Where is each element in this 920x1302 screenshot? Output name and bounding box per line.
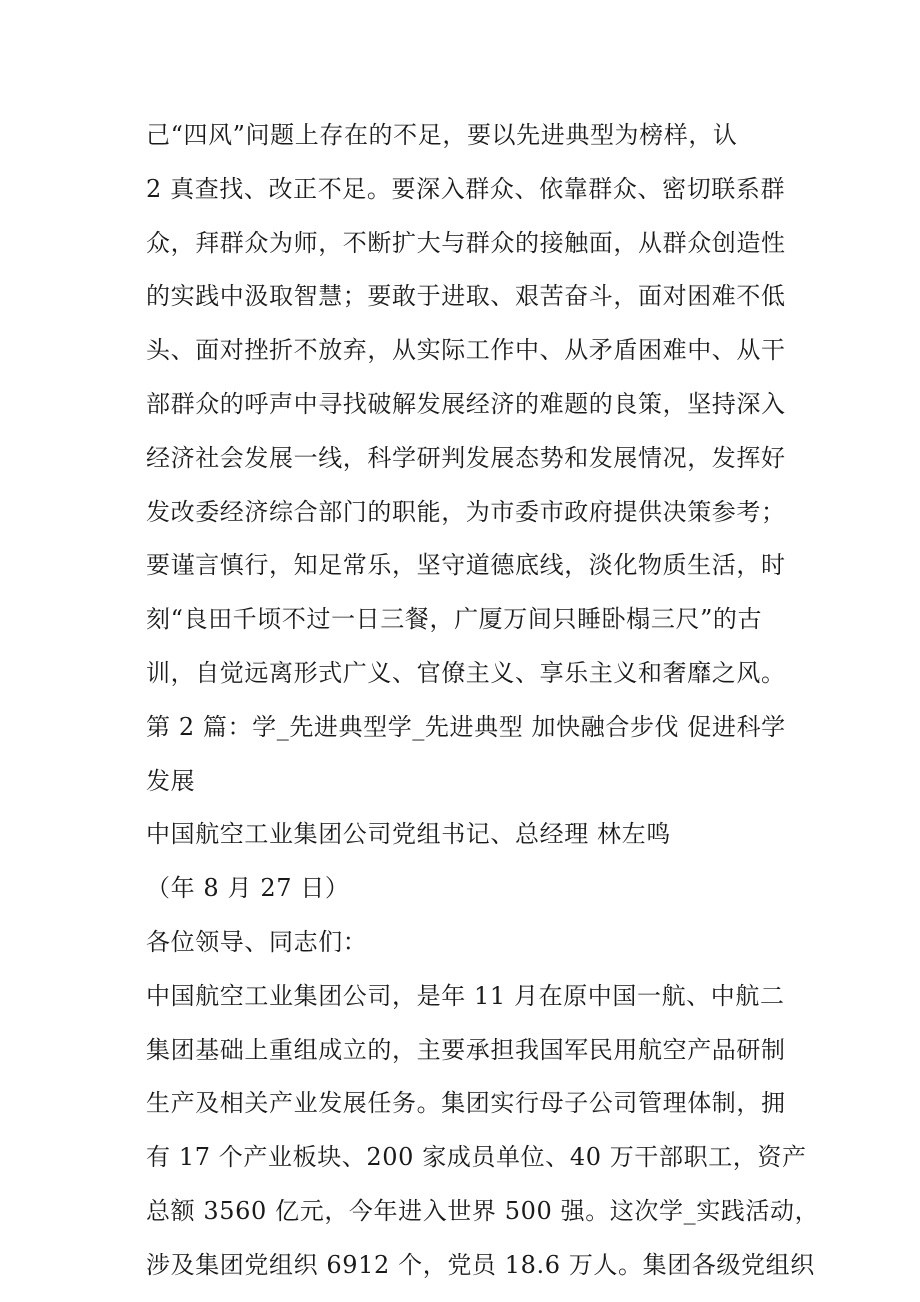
text-line: 众，拜群众为师，不断扩大与群众的接触面，从群众创造性 [146, 228, 786, 257]
text-line: 头、面对挫折不放弃，从实际工作中、从矛盾困难中、从干 [146, 336, 786, 365]
text-line: 己“四风”问题上存在的不足，要以先进典型为榜样，认 [146, 121, 738, 149]
text-line: 训，自觉远离形式广义、官僚主义、享乐主义和奢靡之风。 [146, 658, 786, 687]
text-line: 部群众的呼声中寻找破解发展经济的难题的良策，坚持深入 [146, 389, 786, 418]
text-line: 涉及集团党组织 6912 个，党员 18.6 万人。集团各级党组织 [146, 1250, 815, 1279]
text-line: 生产及相关产业发展任务。集团实行母子公司管理体制，拥 [146, 1089, 786, 1118]
document-body [146, 109, 820, 1293]
author-line: 中国航空工业集团公司党组书记、总经理 林左鸣 [146, 820, 671, 849]
text-line: 中国航空工业集团公司，是年 11 月在原中国一航、中航二 [146, 981, 785, 1010]
text-line: 的实践中汲取智慧；要敢于进取、艰苦奋斗，面对困难不低 [146, 282, 786, 311]
salutation-line: 各位领导、同志们： [146, 927, 368, 956]
section-heading-line: 发展 [146, 766, 196, 795]
text-line: 要谨言慎行，知足常乐，坚守道德底线，淡化物质生活，时 [146, 551, 786, 580]
text-line: 刻“良田千顷不过一日三餐，广厦万间只睡卧榻三尺”的古 [146, 605, 763, 634]
text-line: 总额 3560 亿元，今年进入世界 500 强。这次学_实践活动， [146, 1196, 820, 1225]
date-line: （年 8 月 27 日） [146, 874, 350, 903]
text-line: 经济社会发展一线，科学研判发展态势和发展情况，发挥好 [146, 443, 786, 472]
text-line: 发改委经济综合部门的职能，为市委市政府提供决策参考； [146, 497, 786, 526]
text-line: 集团基础上重组成立的，主要承担我国军民用航空产品研制 [146, 1035, 786, 1064]
text-line: 2 真查找、改正不足。要深入群众、依靠群众、密切联系群 [146, 174, 786, 203]
text-line: 有 17 个产业板块、200 家成员单位、40 万干部职工，资产 [146, 1143, 807, 1172]
section-heading-line: 第 2 篇：学_先进典型学_先进典型 加快融合步伐 促进科学 [146, 712, 786, 741]
